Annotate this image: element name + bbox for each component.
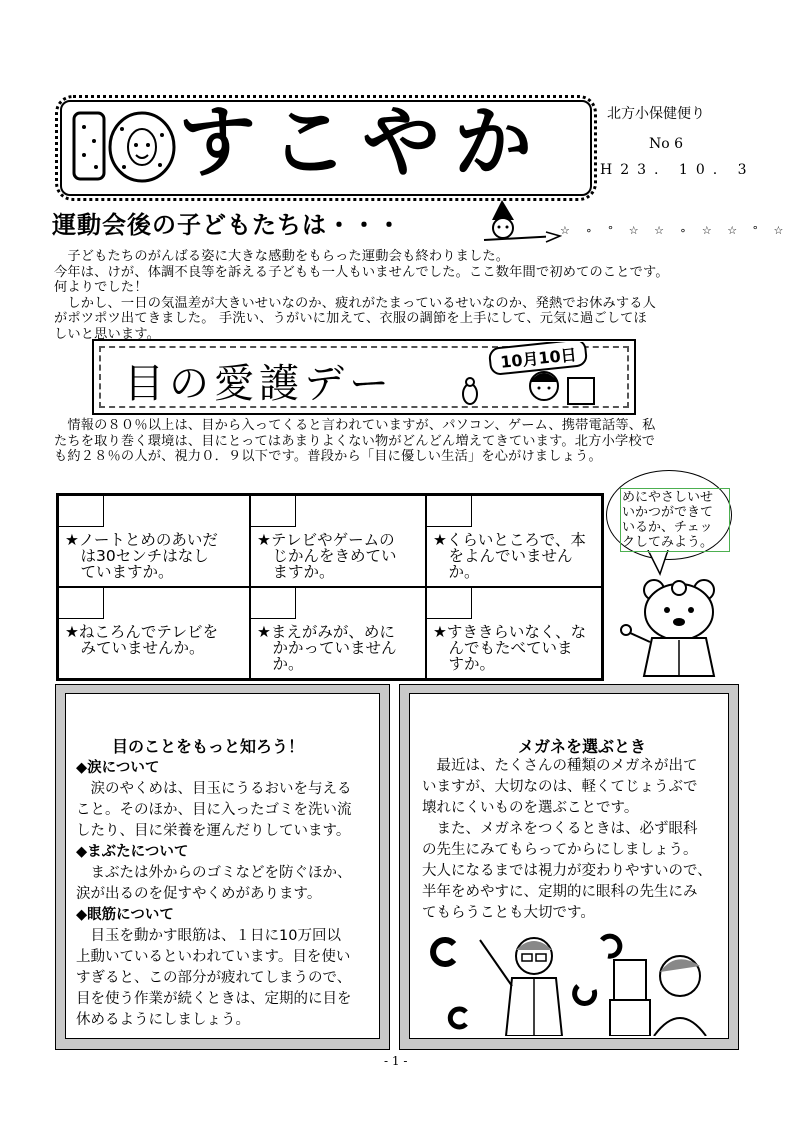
text-line: 半年をめやすに、定期的に眼科の先生にみ xyxy=(422,884,698,900)
eye-exam-illustration xyxy=(424,920,718,1036)
text-line: 壊れにくいものを選ぶことです。 xyxy=(422,800,639,816)
subheading-eyelids: ◆まぶたについて xyxy=(76,844,189,860)
text-line: 目を使う作業が続くときは、定期的に目を xyxy=(76,991,352,1007)
checklist-item-text xyxy=(257,624,397,672)
text-line: ★ねころんでテレビを xyxy=(65,623,219,641)
text-line: 休めるようにしましょう。 xyxy=(76,1012,250,1028)
checkbox[interactable] xyxy=(427,496,472,527)
text-line: クしてみよう。 xyxy=(622,535,714,550)
decorative-stars: ☆ ∘ ° ☆ ☆ ∘ ☆ ☆ ° ☆ xyxy=(560,224,790,237)
text-line: の先生にみてもらってからにしましょう。 xyxy=(422,842,698,858)
glasses-title: メガネを選ぶとき xyxy=(518,737,647,756)
text-line: 子どもたちのがんばる姿に大きな感動をもらった運動会も終わりました。 xyxy=(54,249,510,264)
eye-checklist-grid xyxy=(56,493,604,681)
text-line: をよんでいません xyxy=(433,547,573,565)
text-line: 情報の８０％以上は、目から入ってくると言われていますが、パソコン、ゲーム、携帯電話等、私 xyxy=(54,418,656,433)
subheading-tears: ◆涙について xyxy=(76,760,160,776)
text-line: か。 xyxy=(257,655,304,673)
section-heading-sports-day: 運動会後の子どもたちは・・・ xyxy=(52,211,402,239)
eye-day-paragraph xyxy=(54,418,744,465)
text-line: も約２８％の人が、視力０．９以下です。普段から「目に優しい生活」を心がけましょう。 xyxy=(54,449,602,464)
checkbox[interactable] xyxy=(251,496,296,527)
eye-facts-title: 目のことをもっと知ろう！ xyxy=(112,737,305,756)
subheading-eye-muscles: ◆眼筋について xyxy=(76,907,174,923)
eye-day-illustration xyxy=(460,342,600,408)
text-line: がポツポツ出てきました。 手洗い、うがいに加えて、衣服の調節を上手にして、元気に過ごしてほ xyxy=(54,311,647,326)
glasses-body xyxy=(422,756,724,924)
text-line: ★まえがみが、めに xyxy=(257,623,395,641)
text-line: ていますか。 xyxy=(65,563,174,581)
text-line: 目玉を動かす眼筋は、１日に10万回以 xyxy=(76,928,341,944)
text-line: いるか、チェッ xyxy=(622,520,713,535)
text-line: まぶたは外からのゴミなどを防ぐほか、 xyxy=(76,865,352,881)
text-line: 今年は、けが、体調不良等を訴える子どもも一人もいませんでした。ここ数年間で初めてのことです。 xyxy=(54,264,669,280)
text-line: 最近は、たくさんの種類のメガネが出て xyxy=(422,758,698,774)
text-line: たちを取り巻く環境は、目にとってはあまりよくない物がどんどん増えてきています。北方小学校で xyxy=(54,433,656,449)
text-line: 大人になるまでは視力が変わりやすいので、 xyxy=(422,863,712,879)
text-line: いかつができて xyxy=(622,505,714,520)
text-line: すか。 xyxy=(433,655,496,673)
checklist-item-text xyxy=(257,532,397,580)
checklist-item xyxy=(250,495,426,587)
checklist-item-text xyxy=(433,624,586,672)
checkbox[interactable] xyxy=(251,588,296,619)
glasses-box xyxy=(399,684,739,1050)
text-line: は30センチはなし xyxy=(65,547,209,565)
text-line: 涙のやくめは、目玉にうるおいを与える xyxy=(76,781,352,797)
text-line: 涙が出るのを促すやくめがあります。 xyxy=(76,886,322,902)
text-line: か。 xyxy=(433,563,480,581)
eye-facts-box xyxy=(55,684,390,1050)
checklist-item xyxy=(426,495,602,587)
checkbox[interactable] xyxy=(427,588,472,619)
text-line: んでもたべていま xyxy=(433,639,573,657)
bear-doctor-illustration xyxy=(620,572,738,682)
checkbox[interactable] xyxy=(59,588,104,619)
sports-day-paragraph xyxy=(54,249,744,342)
text-line: したり、目に栄養を運んだりしています。 xyxy=(76,823,351,839)
text-line: すぎると、この部分が疲れてしまうので、 xyxy=(76,970,352,986)
text-line: みていませんか。 xyxy=(65,639,205,657)
text-line: いますが、大切なのは、軽くてじょうぶで xyxy=(422,779,698,795)
witch-illustration xyxy=(480,196,562,250)
issuer-name: 北方小保健便り xyxy=(607,106,705,122)
text-line: 上動いているといわれています。目を使い xyxy=(76,949,351,965)
text-line: しかし、一日の気温差が大きいせいなのか、疲れがたまっているせいなのか、発熱でお休みする人 xyxy=(54,295,657,311)
newsletter-title: すこやか xyxy=(178,98,547,188)
issue-number-badge xyxy=(70,105,178,185)
text-line: てもらうことも大切です。 xyxy=(422,905,595,921)
page-number: - 1 - xyxy=(384,1054,408,1068)
checklist-item-text xyxy=(65,624,218,656)
glasses-box-inner xyxy=(409,693,729,1039)
issue-number: No 6 xyxy=(649,136,684,152)
checklist-item xyxy=(58,587,250,679)
speech-bubble-text xyxy=(620,488,730,552)
text-line: ★すききらいなく、な xyxy=(433,623,587,641)
text-line: 何よりでした！ xyxy=(54,280,148,295)
eye-facts-box-inner xyxy=(65,693,380,1039)
checklist-item-text xyxy=(65,532,218,580)
checkbox[interactable] xyxy=(59,496,104,527)
text-line: じかんをきめてい xyxy=(257,547,397,565)
text-line: ★くらいところで、本 xyxy=(433,531,586,549)
checklist-item xyxy=(426,587,602,679)
checklist-item xyxy=(250,587,426,679)
text-line: かかっていません xyxy=(257,639,397,657)
text-line: しいと思います。 xyxy=(54,326,161,342)
text-line: こと。そのほか、目に入ったゴミを洗い流 xyxy=(76,802,352,818)
issue-date: H23. 10. 3 xyxy=(600,162,755,178)
checklist-item-text xyxy=(433,532,586,580)
text-line: ★テレビやゲームの xyxy=(257,531,395,549)
eye-day-date-tag: 10月10日 xyxy=(499,345,578,372)
eye-day-title: 目の愛護デー xyxy=(124,361,394,407)
text-line: めにやさしいせ xyxy=(622,490,714,505)
text-line: また、メガネをつくるときは、必ず眼科 xyxy=(422,821,698,837)
text-line: ますか。 xyxy=(257,563,335,581)
eye-facts-body xyxy=(76,758,376,1031)
text-line: ★ノートとめのあいだ xyxy=(65,531,218,549)
checklist-item xyxy=(58,495,250,587)
